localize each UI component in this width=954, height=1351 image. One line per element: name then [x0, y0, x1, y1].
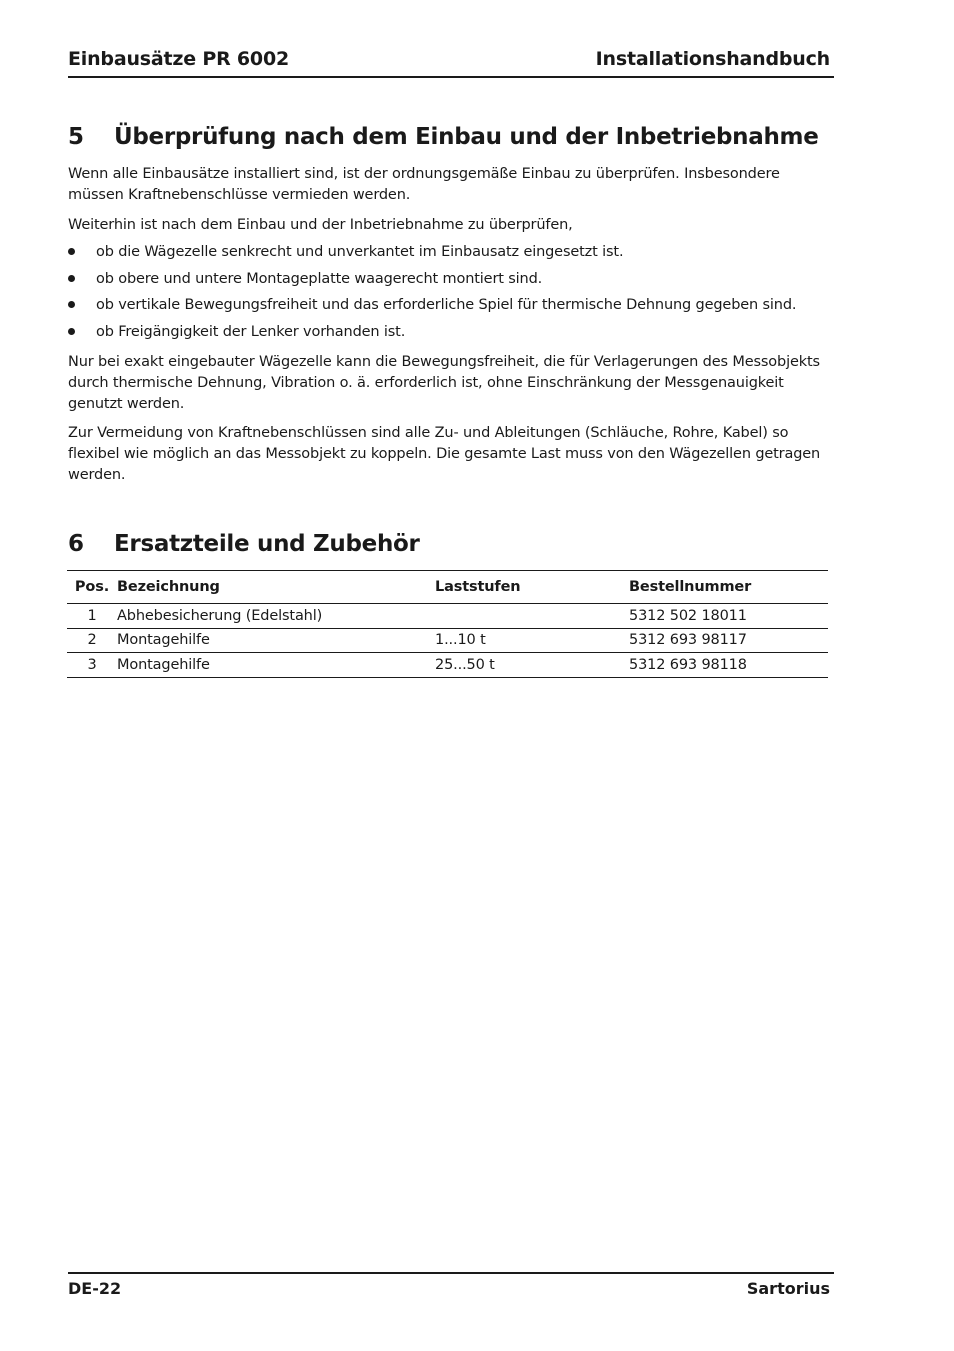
table-row [67, 653, 828, 678]
check-list-item [68, 322, 838, 349]
check-list [68, 242, 838, 349]
check-list-item-text: ob die Wägezelle senkrecht und unverkantet im Einbausatz eingesetzt ist. [96, 244, 624, 260]
section-6-title: Ersatzteile und Zubehör [114, 531, 420, 557]
section-6-heading [68, 531, 420, 557]
spare-parts-table [67, 570, 828, 678]
cell-bezeichnung: Montagehilfe [117, 656, 210, 673]
check-list-item [68, 242, 838, 269]
check-list-item [68, 269, 838, 296]
cell-bestellnummer: 5312 693 98118 [629, 656, 747, 673]
bullet-icon [68, 301, 75, 308]
section-6-number: 6 [68, 531, 84, 557]
footer-brand: Sartorius [746, 1279, 830, 1298]
cell-laststufen: 1...10 t [435, 632, 486, 649]
check-list-item [68, 295, 838, 322]
column-header-laststufen: Laststufen [435, 579, 521, 595]
section-5-paragraph-3: Nur bei exakt eingebauter Wägezelle kann die Bewegungsfreiheit, die für Verlagerungen des Messobjekts durch thermische Dehnung, Vibration o. ä. erforderlich ist, ohne Einschränkung der Messgenauigkeit genutzt werden. [68, 354, 820, 412]
column-header-pos: Pos. [74, 579, 110, 595]
section-5-number: 5 [68, 124, 84, 150]
check-list-item-text: ob obere und untere Montageplatte waagerecht montiert sind. [96, 270, 543, 287]
check-list-item-text: ob vertikale Bewegungsfreiheit und das erforderliche Spiel für thermische Dehnung gegeben sind. [96, 297, 797, 314]
check-list-item-text: ob Freigängigkeit der Lenker vorhanden ist. [96, 324, 406, 341]
column-header-bezeichnung: Bezeichnung [117, 579, 220, 595]
cell-bestellnummer: 5312 693 98117 [629, 632, 747, 649]
header-document-title: Einbausätze PR 6002 [68, 48, 289, 70]
section-5-paragraph-4: Zur Vermeidung von Kraftnebenschlüssen sind alle Zu- und Ableitungen (Schläuche, Rohre, Kabel) so flexibel wie möglich an das Messobjekt zu koppeln. Die gesamte Last muss von den Wägezellen getragen werden. [68, 425, 821, 483]
bullet-icon [68, 328, 75, 335]
header-manual-type: Installationshandbuch [595, 48, 830, 70]
cell-laststufen [435, 604, 629, 629]
cell-pos: 3 [87, 656, 97, 673]
cell-laststufen: 25...50 t [435, 656, 495, 673]
section-5-heading [68, 124, 819, 150]
table-row [67, 628, 828, 653]
cell-pos: 2 [87, 632, 97, 649]
section-5-title: Überprüfung nach dem Einbau und der Inbetriebnahme [114, 124, 819, 150]
table-header-row [67, 571, 828, 604]
cell-bestellnummer: 5312 502 18011 [629, 607, 747, 624]
cell-bezeichnung: Montagehilfe [117, 632, 210, 649]
bullet-icon [68, 248, 75, 255]
section-5-paragraph-2: Weiterhin ist nach dem Einbau und der Inbetriebnahme zu überprüfen, [68, 217, 573, 233]
section-5-paragraph-1: Wenn alle Einbausätze installiert sind, ist der ordnungsgemäße Einbau zu überprüfen. Insbesondere müssen Kraftnebenschlüsse vermieden werden. [68, 166, 780, 203]
cell-bezeichnung: Abhebesicherung (Edelstahl) [117, 607, 323, 624]
table-row [67, 604, 828, 629]
cell-pos: 1 [87, 607, 97, 624]
column-header-bestellnummer: Bestellnummer [629, 579, 752, 595]
page-footer [68, 1272, 834, 1302]
bullet-icon [68, 275, 75, 282]
page-header [68, 46, 834, 78]
page-number: DE-22 [68, 1279, 122, 1298]
